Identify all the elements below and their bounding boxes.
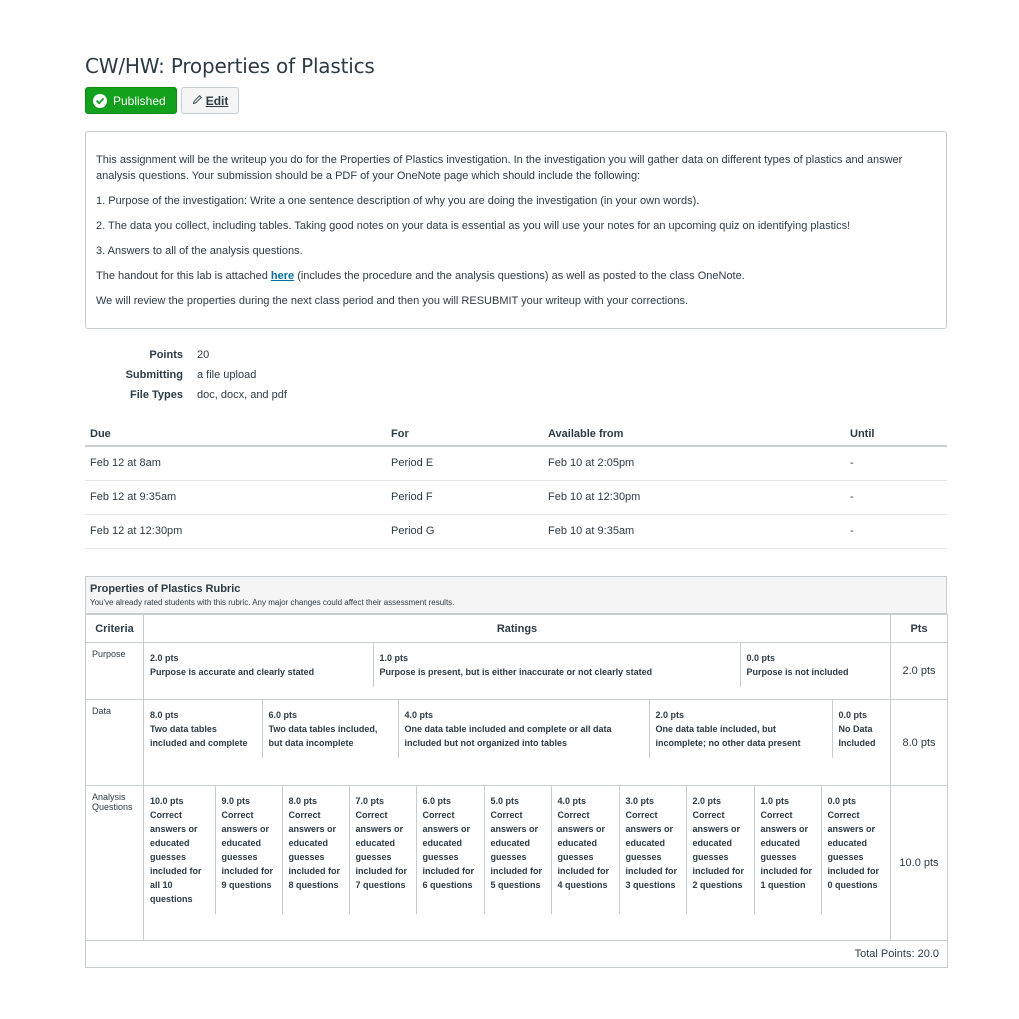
column-header-until: Until <box>845 422 947 446</box>
section-name: Period F <box>386 480 543 514</box>
rating-points: 10.0 pts <box>150 796 184 806</box>
ratings-list <box>144 786 891 914</box>
rating-points: 1.0 pts <box>760 796 790 806</box>
detail-points <box>85 345 287 365</box>
rating-points: 1.0 pts <box>379 653 409 663</box>
rating <box>832 700 891 758</box>
column-header-due: Due <box>85 422 386 446</box>
rating-points: 3.0 pts <box>625 796 655 806</box>
points-label: Points <box>149 349 183 361</box>
ratings-row <box>144 643 891 687</box>
rubric-row-data <box>86 700 948 786</box>
ratings-list <box>144 700 891 758</box>
available-from: Feb 10 at 9:35am <box>543 514 845 548</box>
due-dates-table <box>85 422 947 549</box>
submitting-label: Submitting <box>125 369 183 381</box>
description-item-2: 2. The data you collect, including tables. Taking good notes on your data is essential as you will use your notes for an upcoming quiz on identifying plastics! <box>96 220 851 232</box>
ratings-cell <box>144 643 891 700</box>
assignment-description <box>85 131 947 329</box>
file-types-value: doc, docx, and pdf <box>197 389 287 401</box>
rating-points: 0.0 pts <box>838 710 868 720</box>
rating-points: 0.0 pts <box>827 796 857 806</box>
rating-points: 4.0 pts <box>404 710 434 720</box>
ratings-row <box>144 786 891 914</box>
rubric-table <box>85 614 948 968</box>
pencil-icon <box>192 94 203 108</box>
column-header-for: For <box>386 422 543 446</box>
rating <box>349 786 416 914</box>
rating-description: Purpose is not included <box>746 667 849 677</box>
rating-points: 2.0 pts <box>150 653 179 663</box>
ratings-cell <box>144 786 891 941</box>
criterion-name: Analysis Questions <box>86 786 144 941</box>
rating-points: 6.0 pts <box>422 796 452 806</box>
available-from: Feb 10 at 2:05pm <box>543 446 845 480</box>
handout-text-before: The handout for this lab is attached <box>96 270 271 282</box>
rating-points: 9.0 pts <box>221 796 251 806</box>
rating <box>398 700 649 758</box>
rating-points: 2.0 pts <box>692 796 722 806</box>
check-circle-icon <box>93 94 107 108</box>
description-handout <box>96 268 936 284</box>
rating-description: Correct answers or educated guesses included for all 10 questions <box>150 810 202 904</box>
rating-points: 0.0 pts <box>746 653 776 663</box>
rating-description: Correct answers or educated guesses included for 1 question <box>760 810 812 890</box>
due-dates-header-row <box>85 422 947 446</box>
assignment-details <box>85 345 287 405</box>
rating-description: Correct answers or educated guesses included for 5 questions <box>490 810 542 890</box>
section-name: Period E <box>386 446 543 480</box>
rating <box>144 700 262 758</box>
criterion-name: Data <box>86 700 144 786</box>
submitting-value: a file upload <box>197 369 257 381</box>
edit-label: Edit <box>205 93 229 108</box>
rubric-total-points: Total Points: 20.0 <box>86 941 948 968</box>
rubric-column-pts: Pts <box>891 615 948 643</box>
rating-description: Correct answers or educated guesses included for 8 questions <box>288 810 340 890</box>
rating-description: Purpose is accurate and clearly stated <box>150 667 315 677</box>
rating-description: Correct answers or educated guesses included for 4 questions <box>557 810 609 890</box>
rating <box>282 786 349 914</box>
rubric-header-row <box>86 615 948 643</box>
rating-description: Correct answers or educated guesses included for 2 questions <box>692 810 744 890</box>
rubric-column-ratings: Ratings <box>144 615 891 643</box>
rating <box>144 643 373 687</box>
rating <box>619 786 686 914</box>
rating-description: Correct answers or educated guesses included for 9 questions <box>221 810 273 890</box>
description-item-1: 1. Purpose of the investigation: Write a one sentence description of why you are doing the investigation (in your own words). <box>96 195 700 207</box>
rating-description: Purpose is present, but is either inaccurate or not clearly stated <box>379 667 653 677</box>
file-types-label: File Types <box>130 389 183 401</box>
due-date: Feb 12 at 9:35am <box>85 480 386 514</box>
rating <box>649 700 832 758</box>
rating <box>215 786 282 914</box>
column-header-available: Available from <box>543 422 845 446</box>
handout-text-after: (includes the procedure and the analysis questions) as well as posted to the class OneNote. <box>294 270 745 282</box>
rating <box>686 786 754 914</box>
rubric-title: Properties of Plastics Rubric <box>90 583 241 595</box>
criterion-name: Purpose <box>86 643 144 700</box>
table-row <box>85 446 947 480</box>
rating-points: 2.0 pts <box>655 710 685 720</box>
until-date: - <box>845 446 947 480</box>
rating-description: Two data tables included, but data incomplete <box>268 724 378 748</box>
rubric-column-criteria: Criteria <box>86 615 144 643</box>
available-from: Feb 10 at 12:30pm <box>543 480 845 514</box>
criterion-points: 8.0 pts <box>891 700 948 786</box>
rating-description: Correct answers or educated guesses included for 6 questions <box>422 810 474 890</box>
rating-description: One data table included and complete or all data included but not organized into tables <box>404 724 612 748</box>
points-value: 20 <box>197 349 210 361</box>
handout-link[interactable]: here <box>270 270 295 282</box>
published-label: Published <box>113 93 166 108</box>
description-intro: This assignment will be the writeup you do for the Properties of Plastics investigation. In the investigation you will gather data on different types of plastics and answer analysis questions. Your submission should be a PDF of your OneNote page which should include the following: <box>96 154 903 182</box>
ratings-cell <box>144 700 891 786</box>
section-name: Period G <box>386 514 543 548</box>
rating <box>416 786 484 914</box>
rubric-row-analysis-questions <box>86 786 948 941</box>
ratings-list <box>144 643 891 687</box>
rating-description: Correct answers or educated guesses included for 3 questions <box>625 810 677 890</box>
rubric-header <box>85 576 947 614</box>
detail-file-types <box>85 385 287 405</box>
rating-description: Correct answers or educated guesses included for 7 questions <box>355 810 407 890</box>
published-button[interactable] <box>85 87 177 114</box>
rating-points: 8.0 pts <box>150 710 179 720</box>
until-date: - <box>845 514 947 548</box>
due-date: Feb 12 at 12:30pm <box>85 514 386 548</box>
criterion-points: 2.0 pts <box>891 643 948 700</box>
rubric-warning: You've already rated students with this rubric. Any major changes could affect their assessment results. <box>90 598 455 607</box>
due-date: Feb 12 at 8am <box>85 446 386 480</box>
rating-points: 7.0 pts <box>355 796 385 806</box>
rubric-total-row <box>86 941 948 968</box>
rating-points: 8.0 pts <box>288 796 318 806</box>
rating-description: No Data Included <box>838 724 876 748</box>
rating-points: 6.0 pts <box>268 710 298 720</box>
publish-toolbar <box>85 87 239 114</box>
table-row <box>85 480 947 514</box>
rating-description: Two data tables included and complete <box>150 724 248 748</box>
until-date: - <box>845 480 947 514</box>
rating <box>373 643 740 687</box>
rating <box>821 786 891 914</box>
criterion-points: 10.0 pts <box>891 786 948 941</box>
rating <box>144 786 215 914</box>
rating <box>754 786 821 914</box>
rating-points: 5.0 pts <box>490 796 520 806</box>
rating <box>262 700 398 758</box>
rubric-row-purpose <box>86 643 948 700</box>
rating <box>484 786 551 914</box>
table-row <box>85 514 947 548</box>
rating <box>740 643 891 687</box>
description-item-3: 3. Answers to all of the analysis questions. <box>96 245 303 257</box>
rating-description: Correct answers or educated guesses included for 0 questions <box>827 810 879 890</box>
description-review: We will review the properties during the next class period and then you will RESUBMIT your writeup with your corrections. <box>96 295 689 307</box>
rating <box>551 786 619 914</box>
ratings-row <box>144 700 891 758</box>
rating-points: 4.0 pts <box>557 796 587 806</box>
page-title: CW/HW: Properties of Plastics <box>85 54 375 78</box>
edit-button[interactable] <box>181 87 240 114</box>
detail-submitting <box>85 365 287 385</box>
rating-description: One data table included, but incomplete; no other data present <box>655 724 801 748</box>
